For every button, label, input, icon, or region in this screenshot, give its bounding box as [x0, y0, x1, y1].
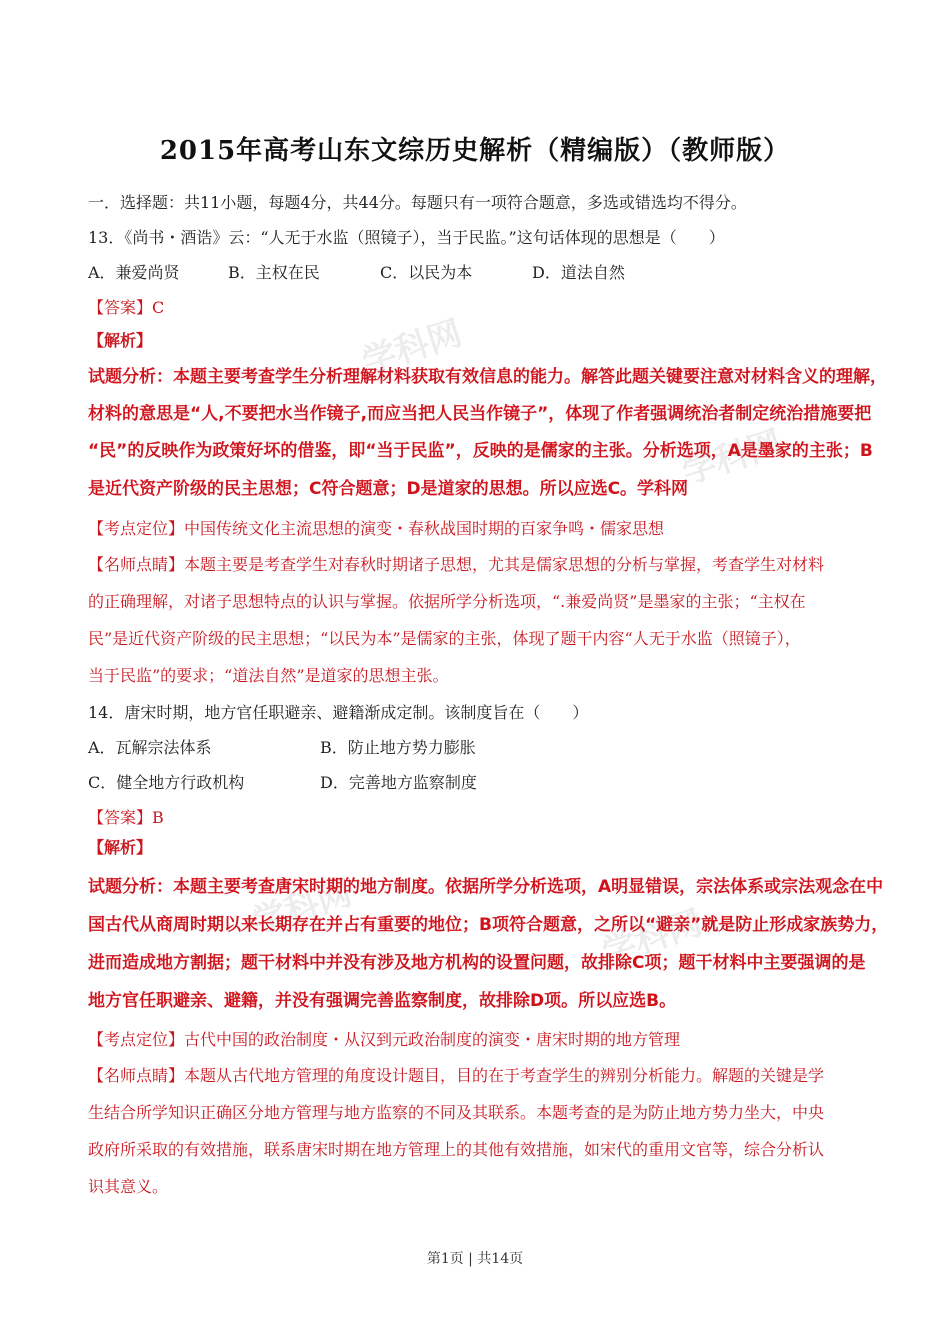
q13-mingshi-line-2: 的正确理解，对诸子思想特点的认识与掌握。依据所学分析选项，“.兼爱尚贤”是墨家的主张；“主权在 [88, 592, 806, 611]
q14-mingshi-line-4: 识其意义。 [88, 1177, 169, 1196]
q13-analysis-line-1: 试题分析：本题主要考查学生分析理解材料获取有效信息的能力。解答此题关键要注意对材料含义的理解， [88, 367, 887, 387]
page-footer: 第1页 | 共14页 [426, 1251, 524, 1267]
q13-mingshi-line-4: 当于民监”的要求；“道法自然”是道家的思想主张。 [88, 666, 449, 685]
q13-analysis-line-2: 材料的意思是“人,不要把水当作镜子,而应当把人民当作镜子”，体现了作者强调统治者制定统治措施要把 [88, 404, 872, 424]
q13-stem: 13．《尚书・酒诰》云：“人无于水监（照镜子），当于民监。”这句话体现的思想是（ ） [88, 228, 725, 247]
q13-analysis-line-4: 是近代资产阶级的民主思想；C符合题意；D是道家的思想。所以应选C。学科网 [88, 479, 689, 499]
q14-kaodian: 【考点定位】古代中国的政治制度・从汉到元政治制度的演变・唐宋时期的地方管理 [88, 1030, 681, 1049]
q14-jiexi-label: 【解析】 [88, 838, 153, 857]
q14-analysis-line-2: 国古代从商周时期以来长期存在并占有重要的地位；B项符合题意，之所以“避亲”就是防止形成家族势力， [88, 915, 889, 935]
q13-mingshi-line-3: 民”是近代资产阶级的民主思想；“以民为本”是儒家的主张，体现了题干内容“人无于水监（照镜子）， [88, 629, 801, 648]
q13-option-d: D．道法自然 [532, 263, 625, 282]
q14-stem: 14．唐宋时期，地方官任职避亲、避籍渐成定制。该制度旨在（ ） [88, 703, 589, 722]
q14-answer: 【答案】B [88, 808, 164, 827]
q13-analysis-line-3: “民”的反映作为政策好坏的借鉴，即“当于民监”，反映的是儒家的主张。分析选项，A是墨家的主张；B [88, 441, 873, 461]
q14-option-b: B．防止地方势力膨胀 [320, 738, 476, 757]
page-title: 2015年高考山东文综历史解析（精编版）（教师版） [159, 136, 791, 166]
watermark-1: 学科网 [357, 313, 467, 383]
q14-analysis-line-3: 进而造成地方割据；题干材料中并没有涉及地方机构的设置问题，故排除C项；题干材料中主要强调的是 [88, 953, 866, 973]
watermark-3: 学科网 [247, 873, 357, 943]
q13-option-b: B．主权在民 [228, 263, 320, 282]
q13-answer: 【答案】C [88, 298, 165, 317]
q13-mingshi-line-1: 【名师点睛】本题主要是考查学生对春秋时期诸子思想，尤其是儒家思想的分析与掌握，考查学生对材料 [88, 555, 825, 574]
watermark-4: 学科网 [597, 903, 707, 973]
q14-mingshi-line-2: 生结合所学知识正确区分地方管理与地方监察的不同及其联系。本题考查的是为防止地方势力坐大，中央 [88, 1103, 825, 1122]
q14-option-d: D．完善地方监察制度 [320, 773, 477, 792]
q14-option-a: A．瓦解宗法体系 [88, 738, 212, 757]
q14-option-c: C．健全地方行政机构 [88, 773, 245, 792]
q14-mingshi-line-1: 【名师点睛】本题从古代地方管理的角度设计题目，目的在于考查学生的辨别分析能力。解题的关键是学 [88, 1066, 825, 1085]
q13-jiexi-label: 【解析】 [88, 331, 153, 350]
section-intro: 一．选择题：共11小题，每题4分，共44分。每题只有一项符合题意，多选或错选均不得分。 [88, 193, 747, 212]
q14-analysis-line-4: 地方官任职避亲、避籍，并没有强调完善监察制度，故排除D项。所以应选B。 [88, 991, 677, 1011]
q14-mingshi-line-3: 政府所采取的有效措施，联系唐宋时期在地方管理上的其他有效措施，如宋代的重用文官等，综合分析认 [88, 1140, 825, 1159]
q13-option-c: C．以民为本 [380, 263, 473, 282]
q13-option-a: A．兼爱尚贤 [88, 263, 180, 282]
watermark-2: 学科网 [677, 423, 787, 493]
q14-analysis-line-1: 试题分析：本题主要考查唐宋时期的地方制度。依据所学分析选项，A明显错误，宗法体系或宗法观念在中 [88, 877, 884, 897]
q13-kaodian: 【考点定位】中国传统文化主流思想的演变・春秋战国时期的百家争鸣・儒家思想 [88, 519, 665, 538]
